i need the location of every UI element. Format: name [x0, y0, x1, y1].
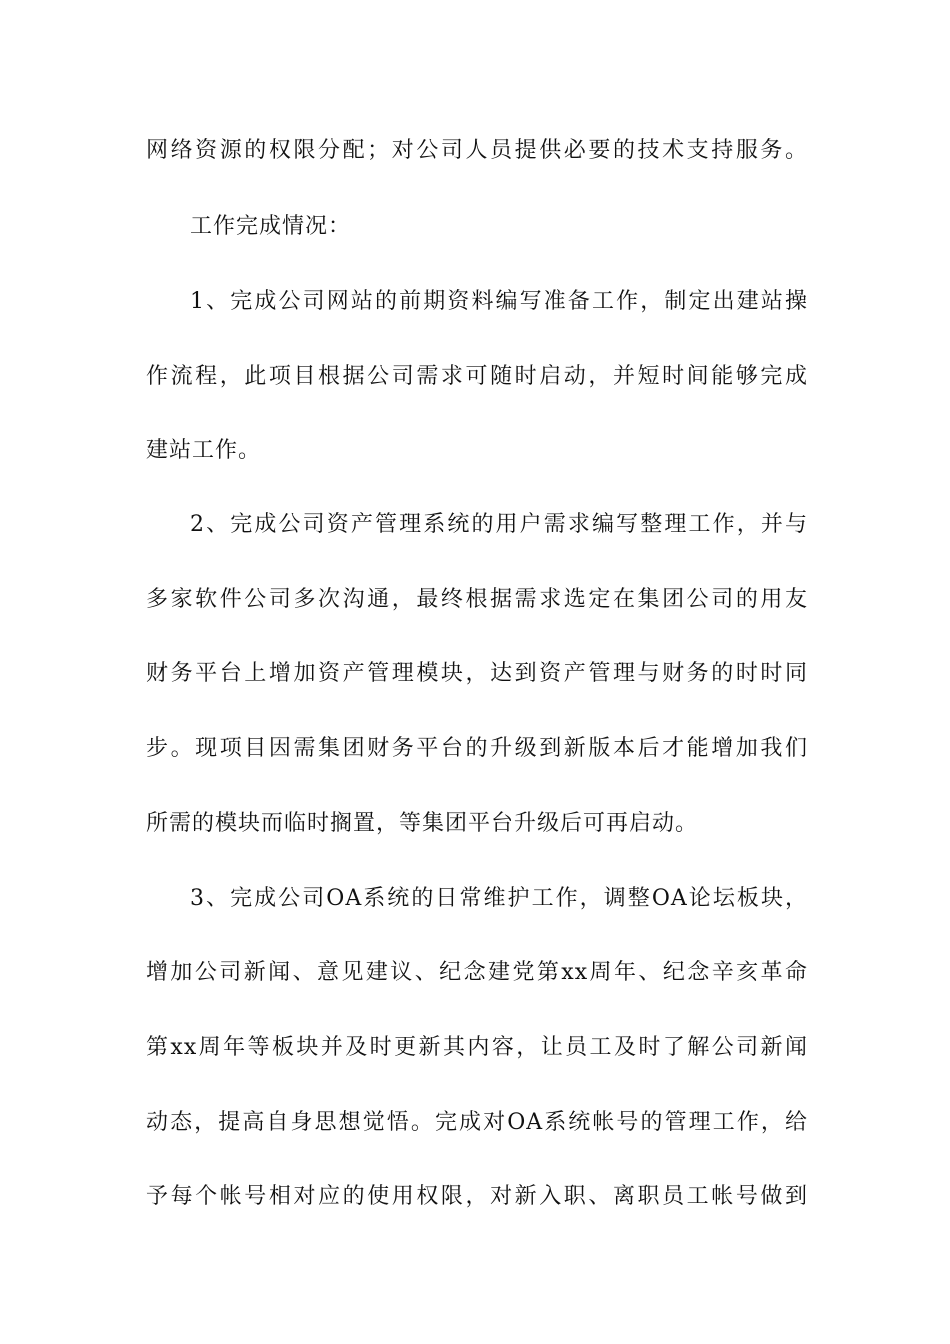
section-heading-work-status: 工作完成情况： — [190, 214, 352, 239]
item-3-line-1: 3、完成公司OA系统的日常维护工作，调整OA论坛板块， — [190, 886, 808, 911]
item-1-line-3: 建站工作。 — [146, 438, 262, 463]
item-2-line-5: 所需的模块而临时搁置，等集团平台升级后可再启动。 — [146, 811, 699, 836]
item-2-line-3: 财务平台上增加资产管理模块，达到资产管理与财务的时时同 — [146, 661, 808, 686]
item-2-line-2: 多家软件公司多次沟通，最终根据需求选定在集团公司的用友 — [146, 587, 808, 612]
item-3-line-5: 予每个帐号相对应的使用权限，对新入职、离职员工帐号做到 — [146, 1184, 808, 1209]
item-1-line-1: 1、完成公司网站的前期资料编写准备工作，制定出建站操 — [190, 289, 808, 314]
text-line-1: 网络资源的权限分配；对公司人员提供必要的技术支持服务。 — [146, 138, 808, 163]
item-3-line-2: 增加公司新闻、意见建议、纪念建党第xx周年、纪念辛亥革命 — [146, 960, 808, 985]
item-2-line-4: 步。现项目因需集团财务平台的升级到新版本后才能增加我们 — [146, 736, 808, 761]
item-3-line-4: 动态，提高自身思想觉悟。完成对OA系统帐号的管理工作，给 — [146, 1110, 808, 1135]
item-2-line-1: 2、完成公司资产管理系统的用户需求编写整理工作，并与 — [190, 512, 808, 537]
item-3-line-3: 第xx周年等板块并及时更新其内容，让员工及时了解公司新闻 — [146, 1035, 808, 1060]
item-1-line-2: 作流程，此项目根据公司需求可随时启动，并短时间能够完成 — [146, 364, 808, 389]
